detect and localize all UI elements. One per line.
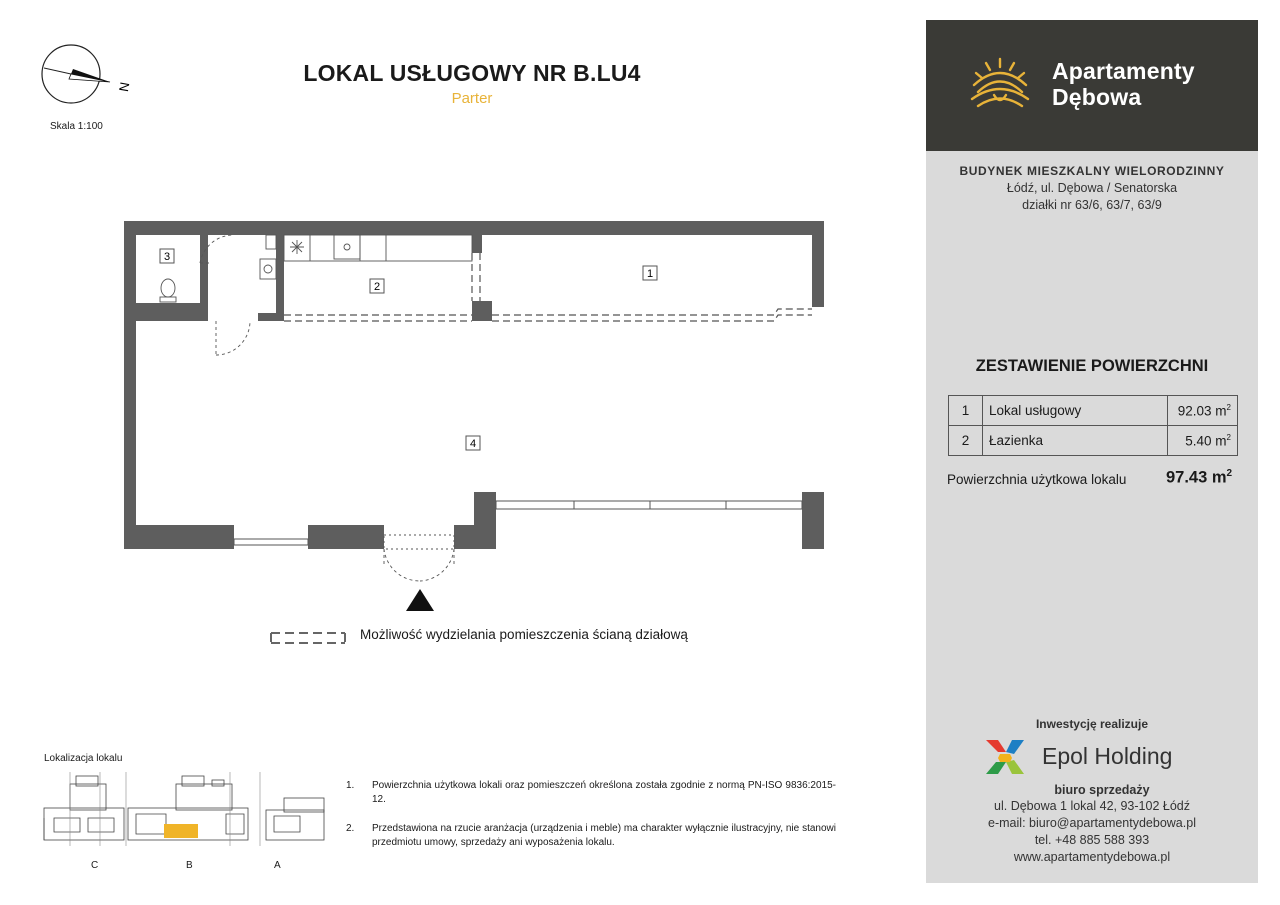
wall-wc-bottom [136, 303, 208, 321]
appliance-icon [290, 240, 304, 254]
note-text: Powierzchnia użytkowa lokali oraz pomieszczeń określona została zgodnie z normą PN-ISO 9836:2015-12. [372, 780, 836, 805]
location-map [40, 770, 330, 850]
location-segment-a: A [274, 860, 281, 871]
room-label-1: 1 [646, 268, 654, 280]
window-right [496, 501, 802, 509]
pillar [474, 492, 496, 549]
row-value: 5.40 $m^2$ [1168, 426, 1238, 456]
wall-bath-right [276, 235, 284, 321]
floor-label: Parter [451, 90, 493, 107]
investor-name: Epol Holding [1042, 743, 1173, 769]
wall-kitchen-right [472, 235, 482, 253]
partition-legend-icon [270, 632, 346, 644]
wall-bottom-mid [308, 525, 384, 549]
wall-bottom-left [124, 525, 234, 549]
row-value: 92.03 $m^2$ [1168, 396, 1238, 426]
legend-text: Możliwość wydzielania pomieszczenia ścianą działową [360, 627, 688, 642]
building-title: BUDYNEK MIESZKALNY WIELORODZINNY [959, 164, 1225, 178]
wall-bath-bottom [258, 313, 284, 321]
sink-icon [260, 259, 276, 279]
table-row [949, 396, 1238, 426]
room-label-4: 4 [469, 438, 477, 450]
toilet-icon [161, 279, 175, 297]
entrance-arrow-icon [405, 588, 435, 612]
total-area-value: 97.43 $m^2$ [1166, 468, 1233, 487]
page-title: LOKAL USŁUGOWY NR B.LU4 [303, 60, 641, 86]
door-entrance [384, 549, 454, 581]
wall-pillar-small [472, 301, 492, 321]
brand-header [926, 20, 1258, 151]
brand-name-line1: Apartamenty [1052, 58, 1195, 84]
epol-logo-icon [984, 736, 1026, 778]
table-row [949, 426, 1238, 456]
floor-plan [110, 205, 850, 605]
wall-left [124, 221, 136, 549]
office-email[interactable]: e-mail: biuro@apartamentydebowa.pl [988, 816, 1196, 830]
location-segment-c: C [91, 860, 99, 871]
wall-wc-right [200, 235, 208, 321]
kitchen-counter [284, 235, 472, 261]
partition-room-1 [492, 309, 812, 321]
location-segment-b: B [186, 860, 193, 871]
office-phone[interactable]: tel. +48 885 588 393 [1034, 833, 1150, 847]
area-summary-title: ZESTAWIENIE POWIERZCHNI [975, 357, 1209, 375]
building-plots: działki nr 63/6, 63/7, 63/9 [1022, 198, 1162, 212]
row-name: Lokal usługowy [983, 396, 1168, 426]
note-2 [346, 822, 836, 850]
partition-vertical [472, 253, 480, 301]
wall-top [124, 221, 824, 235]
bath-accessory-icon [266, 235, 276, 249]
investor-label: Inwestycję realizuje [1035, 717, 1149, 731]
compass-rose-icon [40, 40, 140, 115]
room-label-2: 2 [373, 281, 381, 293]
building-address: Łódź, ul. Dębowa / Senatorska [1006, 181, 1178, 195]
room-label-3: 3 [163, 251, 171, 263]
window-bottom [234, 539, 308, 545]
total-area-label: Powierzchnia użytkowa lokalu [947, 472, 1127, 487]
area-table [948, 395, 1238, 456]
wall-right-upper [812, 221, 824, 307]
door-bath [216, 321, 250, 355]
office-website-link[interactable]: www.apartamentydebowa.pl [1013, 850, 1171, 864]
kitchen-sink-icon [334, 235, 360, 259]
sales-office-label: biuro sprzedaży [1054, 783, 1150, 797]
info-panel [926, 20, 1258, 883]
location-title: Lokalizacja lokalu [44, 753, 123, 764]
wall-right-lower [802, 492, 824, 549]
location-highlight [164, 824, 198, 838]
sun-logo-icon [968, 55, 1032, 113]
note-number: 1. [346, 780, 355, 791]
note-text: Przedstawiona na rzucie aranżacja (urządzenia i meble) ma charakter wyłącznie ilustracyjny, nie stanowi przedmiotu umowy, sprzedaży ani wyposażenia lokalu. [372, 823, 836, 848]
scale-label: Skala 1:100 [50, 121, 103, 132]
note-1 [346, 779, 836, 807]
row-number: 2 [949, 426, 983, 456]
row-name: Łazienka [983, 426, 1168, 456]
partition-kitchen [284, 315, 472, 321]
brand-name-line2: Dębowa [1052, 84, 1142, 110]
note-number: 2. [346, 823, 355, 834]
row-number: 1 [949, 396, 983, 426]
office-address: ul. Dębowa 1 lokal 42, 93-102 Łódź [994, 799, 1190, 813]
north-label: N [115, 81, 133, 93]
